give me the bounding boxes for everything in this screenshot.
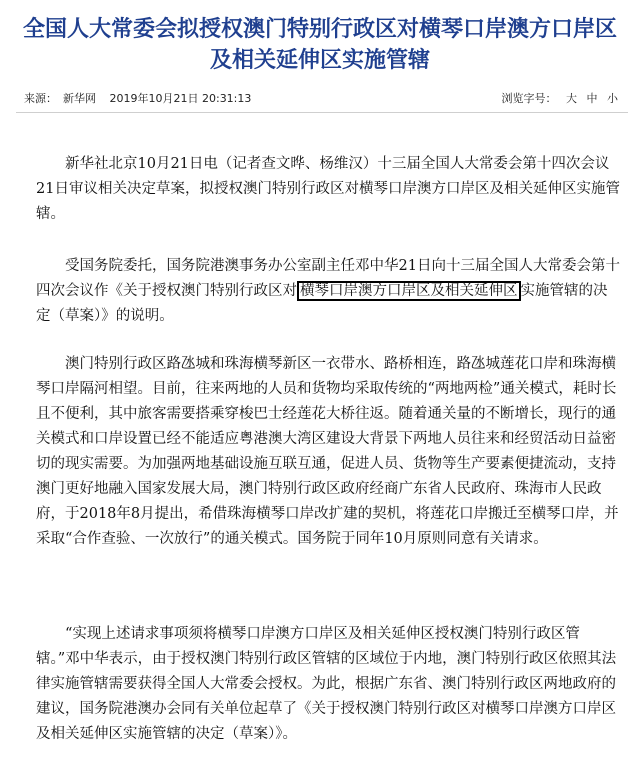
- font-size-large-button[interactable]: 大: [566, 92, 577, 105]
- article-meta-bar: [16, 90, 628, 113]
- highlighted-phrase: 横琴口岸澳方口岸区及相关延伸区: [297, 281, 521, 301]
- font-size-controls: [502, 90, 619, 106]
- title-line-1: 全国人大常委会拟授权澳门特别行政区对横琴口岸澳方口岸区: [22, 17, 617, 42]
- paragraph-2: [36, 254, 620, 329]
- article-title: [0, 14, 640, 76]
- paragraph-2-before: 受国务院委托，国务院港澳事务办公室副主任邓中华21日向十三届全国人大常委会第十四次会议作《关于授权澳门特别行政区对: [36, 258, 620, 299]
- font-size-label: 浏览字号：: [501, 92, 557, 105]
- publish-datetime: 2019年10月21日 20:31:13: [109, 92, 252, 105]
- font-size-small-button[interactable]: 小: [607, 92, 618, 105]
- source-label: 来源：: [24, 92, 57, 105]
- title-line-2: 及相关延伸区实施管辖: [209, 48, 430, 73]
- paragraph-3: 澳门特别行政区路氹城和珠海横琴新区一衣带水、路桥相连，路氹城莲花口岸和珠海横琴口岸隔河相望。目前，往来两地的人员和货物均采取传统的“两地两检”通关模式，耗时长且不便利，其中旅客需要搭乘穿梭巴士经莲花大桥往返。随着通关量的不断增长，现行的通关模式和口岸设置已经不能适应粤港澳大湾区建设大背景下两地人员往来和经贸活动日益密切的现实需要。为加强两地基础设施互联互通，促进人员、货物等生产要素便捷流动，支持澳门更好地融入国家发展大局，澳门特别行政区政府经商广东省人民政府、珠海市人民政府，于2018年8月提出，希借珠海横琴口岸改扩建的契机，将莲花口岸搬迁至横琴口岸，并采取“合作查验、一次放行”的通关模式。国务院于同年10月原则同意有关请求。: [36, 356, 619, 547]
- paragraph-1: 新华社北京10月21日电（记者查文晔、杨维汉）十三届全国人大常委会第十四次会议21日审议相关决定草案，拟授权澳门特别行政区对横琴口岸澳方口岸区及相关延伸区实施管辖。: [36, 156, 620, 222]
- font-size-medium-button[interactable]: 中: [586, 92, 598, 105]
- source-name: 新华网: [63, 92, 96, 105]
- paragraph-2-after: 实施管辖的决定（草案）》的说明。: [36, 283, 608, 324]
- paragraph-4: “实现上述请求事项须将横琴口岸澳方口岸区及相关延伸区授权澳门特别行政区管辖。”邓中华表示，由于授权澳门特别行政区管辖的区域位于内地，澳门特别行政区依照其法律实施管辖需要获得全国人大常委会授权。为此，根据广东省、澳门特别行政区两地政府的建议，国务院港澳办会同有关单位起草了《关于授权澳门特别行政区对横琴口岸澳方口岸区及相关延伸区实施管辖的决定（草案）》。: [36, 626, 617, 742]
